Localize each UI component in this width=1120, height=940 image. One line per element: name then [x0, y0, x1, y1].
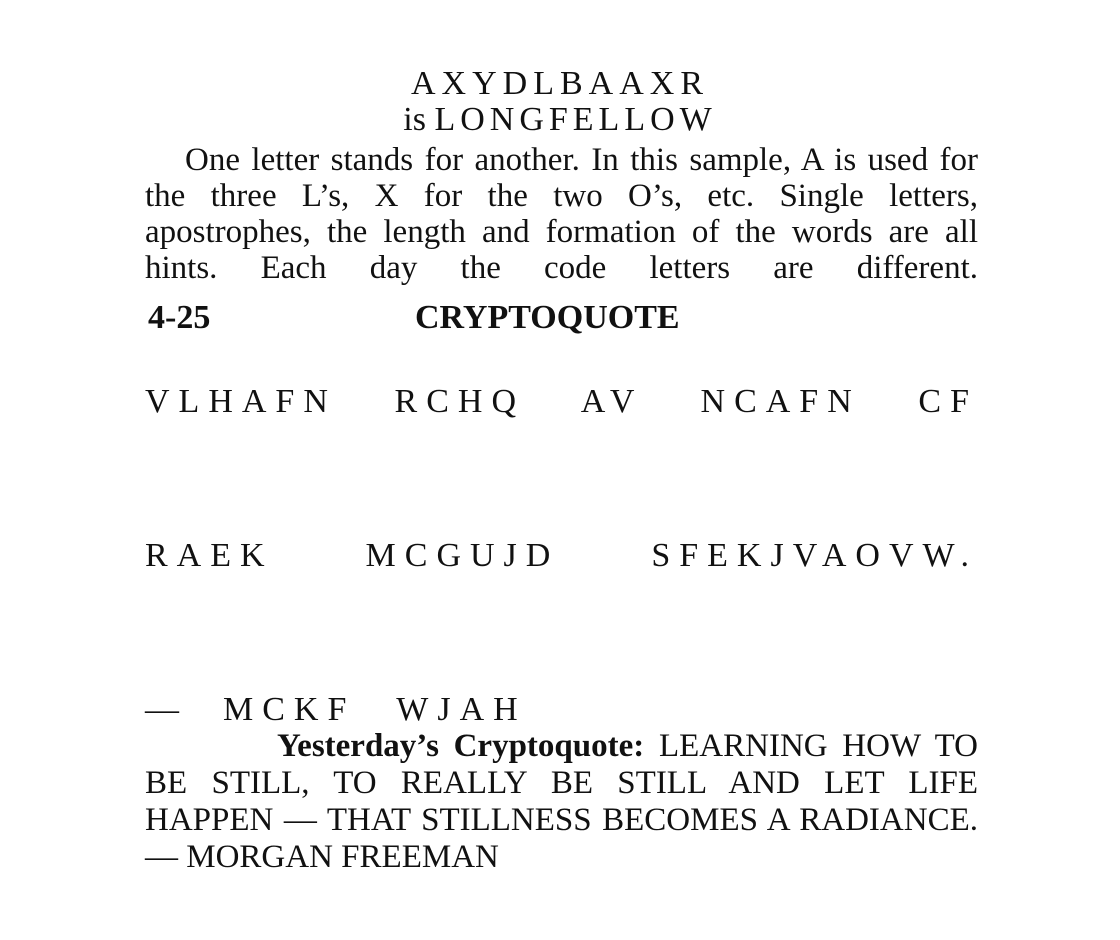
yesterdays-answer	[145, 728, 978, 876]
puzzle-title: CRYPTOQUOTE	[415, 299, 680, 336]
puzzle-date: 4-25	[148, 299, 211, 336]
sample-code: AXYDLBAAXR	[411, 65, 709, 102]
cipher-line-2: RAEK MCGUJD SFEKJVAOVW.	[145, 537, 978, 574]
cipher-author	[145, 690, 527, 730]
author-dash: —	[145, 691, 179, 728]
author-code: MCKF WJAH	[223, 691, 527, 728]
sample-answer-word: LONGFELLOW	[434, 101, 717, 138]
sample-answer	[0, 102, 1120, 138]
cipher-line-1: VLHAFN RCHQ AV NCAFN CF	[145, 383, 978, 420]
yesterdays-text: LEARNING HOW TO BE STILL, TO REALLY BE STILL AND LET LIFE HAPPEN — THAT STILLNESS BECOMES A RADIANCE. — MORGAN FREEMAN	[145, 728, 979, 875]
yesterdays-label: Yesterday’s Cryptoquote:	[277, 728, 645, 764]
sample-prefix: is	[403, 101, 426, 138]
instructions: One letter stands for another. In this sample, A is used for the three L’s, X for the two O’s, etc. Single letters, apostrophes, the length and formation of the words are all hints. Each day the code letters are different.	[145, 142, 978, 286]
